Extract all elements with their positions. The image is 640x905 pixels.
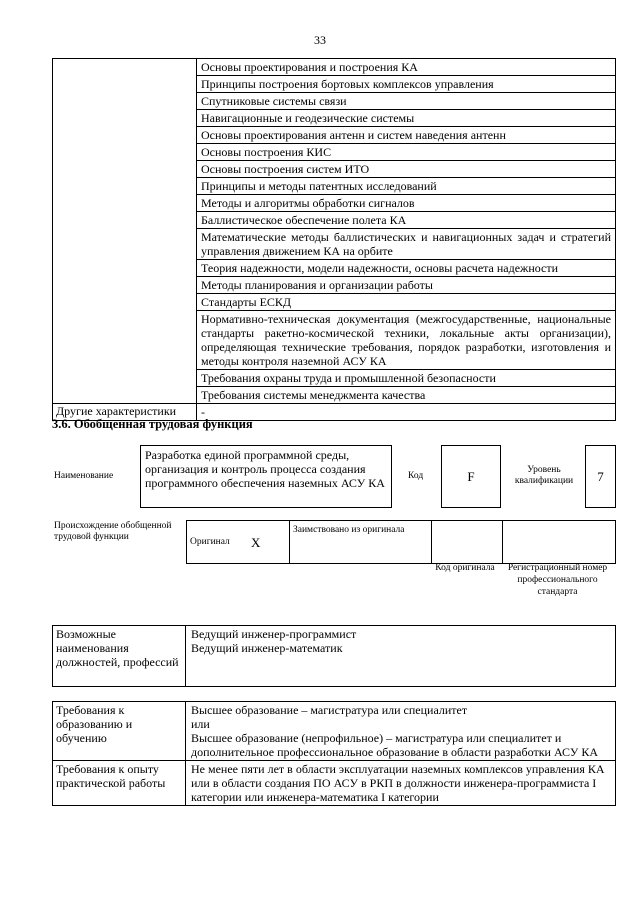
position-item: Ведущий инженер-математик	[191, 641, 343, 655]
knowledge-item: Основы построения систем ИТО	[197, 161, 616, 178]
knowledge-item: Нормативно-техническая документация (межгосударственные, национальные стандарты ракетно-космической техники, локальные акты организации), определяющая технические требования, порядок разработки, изготовления и методы контроля наземной АСУ КА	[197, 311, 616, 370]
positions-table	[52, 625, 616, 687]
knowledge-label-cell	[53, 59, 197, 404]
knowledge-item: Требования охраны труда и промышленной безопасности	[197, 370, 616, 387]
name-label: Наименование	[54, 471, 114, 481]
code-label: Код	[408, 471, 424, 481]
education-line: Высшее образование (непрофильное) – магистратура или специалитет и дополнительное профессиональное образование в области разработки АСУ КА	[191, 731, 599, 759]
education-label: Требования к образованию и обучению	[53, 702, 186, 761]
caption-reg-number: Регистрационный номер профессионального стандарта	[507, 563, 608, 597]
borrowed-label: Заимствовано из оригинала	[290, 521, 432, 564]
origin-label: Происхождение обобщенной трудовой функции	[54, 521, 172, 542]
other-characteristics-label: Другие характеристики	[53, 404, 197, 421]
original-mark: X	[248, 521, 290, 564]
experience-value: Не менее пяти лет в области эксплуатации наземных комплексов управления КА или в области создания ПО АСУ в РКП в должности инженера-программиста I категории или инженера-математика I категории	[186, 761, 616, 806]
positions-values	[186, 626, 616, 687]
knowledge-item: Принципы и методы патентных исследований	[197, 178, 616, 195]
education-line: или	[191, 717, 210, 731]
page-number: 33	[314, 33, 326, 47]
education-line: Высшее образование – магистратура или специалитет	[191, 703, 468, 717]
function-code-value: F	[441, 445, 501, 508]
code-original-cell	[432, 521, 503, 564]
knowledge-item: Основы проектирования и построения КА	[197, 59, 616, 76]
knowledge-item: Принципы построения бортовых комплексов управления	[197, 76, 616, 93]
level-value: 7	[585, 445, 616, 508]
original-label: Оригинал	[187, 521, 249, 564]
knowledge-item: Требования системы менеджмента качества	[197, 387, 616, 404]
knowledge-item: Методы планирования и организации работы	[197, 277, 616, 294]
section-heading: 3.6. Обобщенная трудовая функция	[52, 417, 253, 431]
position-item: Ведущий инженер-программист	[191, 627, 357, 641]
requirements-table	[52, 701, 616, 806]
knowledge-item: Стандарты ЕСКД	[197, 294, 616, 311]
caption-code-original: Код оригинала	[435, 563, 495, 573]
level-label: Уровень квалификации	[514, 465, 574, 486]
experience-label: Требования к опыту практической работы	[53, 761, 186, 806]
reg-number-cell	[503, 521, 616, 564]
knowledge-item: Математические методы баллистических и навигационных задач и стратегий управления движением КА на орбите	[197, 229, 616, 260]
positions-label: Возможные наименования должностей, профессий	[53, 626, 186, 687]
knowledge-item: Навигационные и геодезические системы	[197, 110, 616, 127]
knowledge-item: Спутниковые системы связи	[197, 93, 616, 110]
other-characteristics-value: -	[197, 404, 616, 421]
knowledge-item: Теория надежности, модели надежности, основы расчета надежности	[197, 260, 616, 277]
knowledge-table	[52, 58, 616, 421]
knowledge-item: Основы проектирования антенн и систем наведения антенн	[197, 127, 616, 144]
knowledge-item: Методы и алгоритмы обработки сигналов	[197, 195, 616, 212]
function-name-value: Разработка единой программной среды, организация и контроль процесса создания программного обеспечения наземных АСУ КА	[140, 445, 392, 508]
knowledge-item: Основы построения КИС	[197, 144, 616, 161]
education-values	[186, 702, 616, 761]
origin-table	[186, 520, 616, 564]
knowledge-item: Баллистическое обеспечение полета КА	[197, 212, 616, 229]
